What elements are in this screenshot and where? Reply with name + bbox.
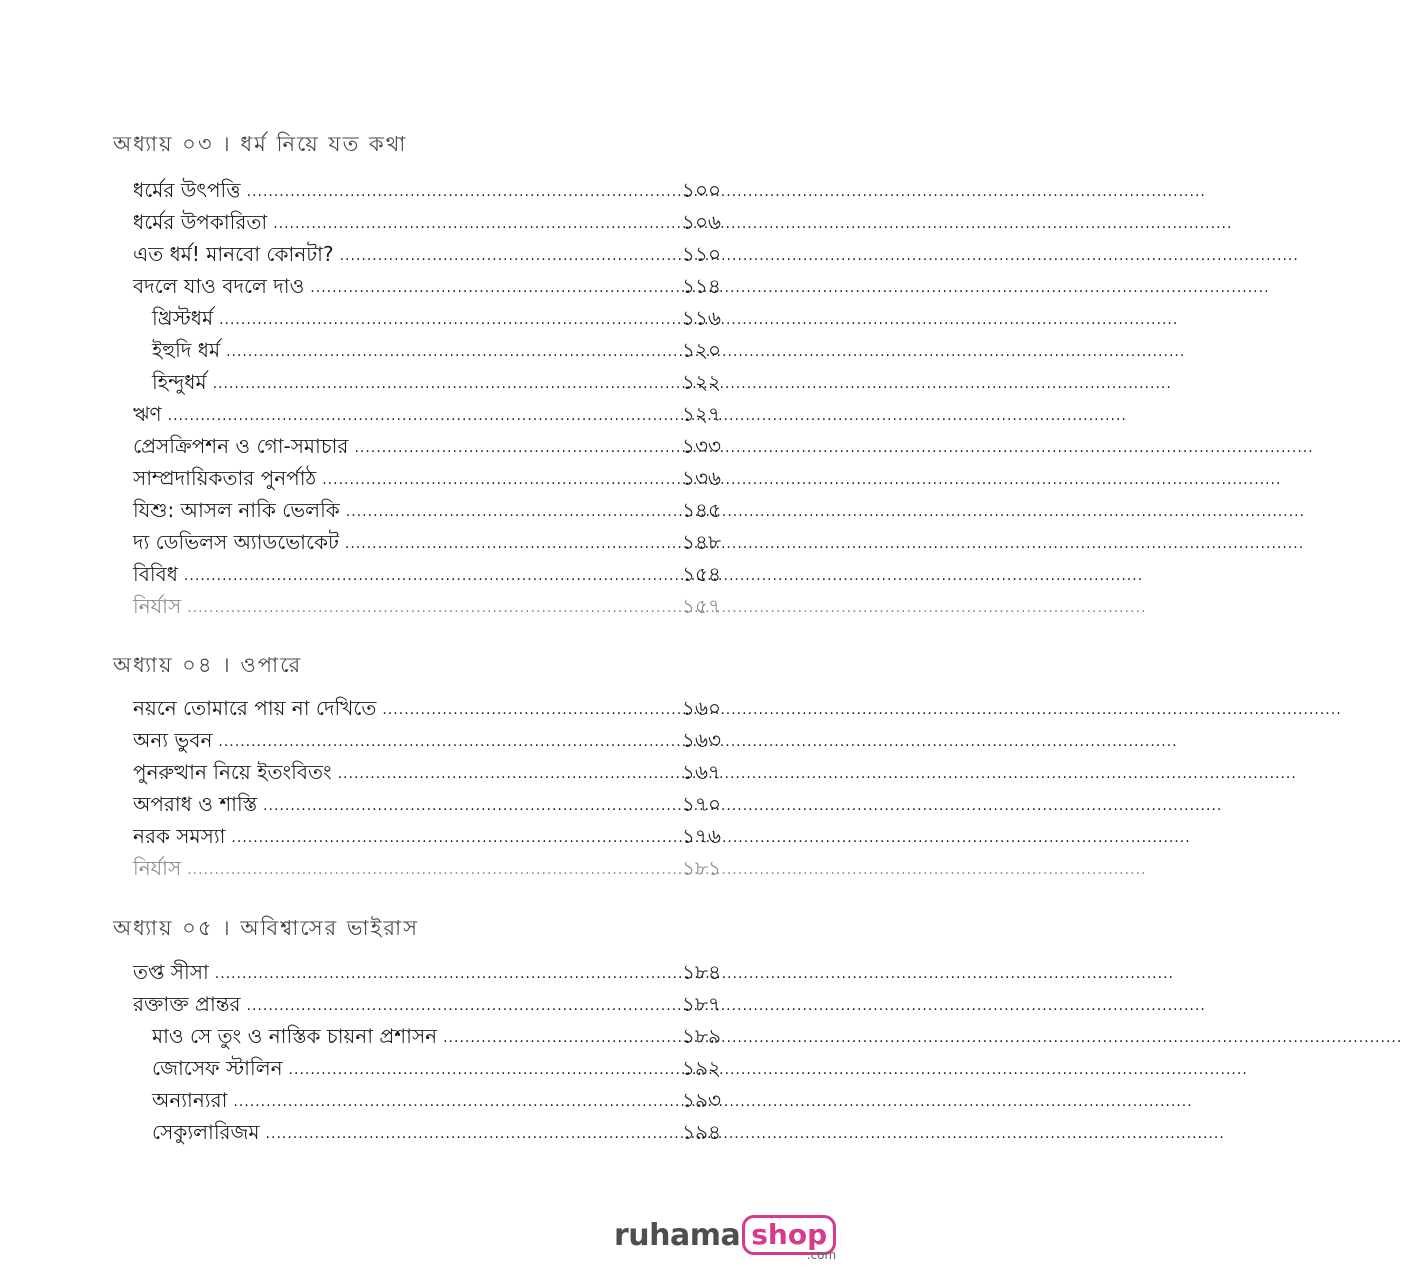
toc-subentry[interactable] (152, 1112, 721, 1144)
toc-entry-title: মাও সে তুং ও নাস্তিক চায়না প্রশাসন (152, 1024, 438, 1048)
toc-entry-page: ১৭৬ (682, 824, 721, 848)
toc-entry-page: ১৮৭ (682, 992, 721, 1016)
leader-dots (338, 764, 680, 784)
toc-entry-title: বদলে যাও বদলে দাও (133, 274, 305, 298)
leader-dots (266, 1124, 681, 1144)
toc-entry-page: ১২৭ (682, 402, 721, 426)
leader-dots (233, 1092, 680, 1112)
toc-entry-title: বিবিধ (133, 562, 178, 586)
toc-entry-title: প্রেসক্রিপশন ও গো-সমাচার (133, 434, 349, 458)
toc-subentry[interactable] (152, 298, 721, 330)
toc-entry[interactable] (133, 234, 721, 266)
toc-entry-title: যিশু: আসল নাকি ভেলকি (133, 498, 340, 522)
leader-dots (226, 342, 680, 362)
toc-entry-title: ধর্মের উৎপত্তি (133, 178, 241, 202)
toc-entry[interactable] (133, 202, 721, 234)
toc-entry-title: তপ্ত সীসা (133, 960, 209, 984)
leader-dots (289, 1060, 680, 1080)
toc-entry-page: ১৬৩ (682, 728, 721, 752)
toc-entry[interactable] (133, 752, 721, 784)
toc-entry-title: জোসেফ স্টালিন (152, 1056, 283, 1080)
toc-entry-page: ১৯৩ (682, 1088, 721, 1112)
leader-dots (346, 502, 680, 522)
toc-entry-title: নির্যাস (133, 594, 182, 618)
toc-entry-page: ১৮৪ (682, 960, 721, 984)
logo-domain: .com (806, 1248, 837, 1262)
leader-dots (345, 534, 680, 554)
toc-entry-page: ১০৬ (682, 210, 721, 234)
toc-entry-title: অপরাধ ও শাস্তি (133, 792, 258, 816)
toc-entry[interactable] (133, 458, 721, 490)
toc-subentry[interactable] (152, 1048, 721, 1080)
chapter-heading: অধ্যায় ০৫ । অবিশ্বাসের ভাইরাস (113, 916, 419, 940)
ruhama-shop-logo (614, 1210, 836, 1260)
toc-entry-title: এত ধর্ম! মানবো কোনটা? (133, 242, 334, 266)
toc-subentry[interactable] (152, 362, 721, 394)
toc-entry[interactable] (133, 394, 721, 426)
toc-entry[interactable] (133, 554, 721, 586)
toc-entry-title: নির্যাস (133, 856, 182, 880)
toc-entry-page: ১৫৪ (682, 562, 721, 586)
toc-entry-page: ১২২ (682, 370, 721, 394)
toc-entry[interactable] (133, 688, 721, 720)
toc-entry-page: ১৮১ (682, 856, 721, 880)
toc-entry-page: ১৬০ (682, 696, 721, 720)
leader-dots (187, 860, 680, 880)
toc-entry-title: নরক সমস্যা (133, 824, 226, 848)
toc-entry-summary[interactable] (133, 586, 721, 618)
toc-entry-page: ১১০ (682, 242, 721, 266)
toc-entry-page: ১৬৭ (682, 760, 721, 784)
leader-dots (187, 598, 680, 618)
toc-entry-title: অন্য ভুবন (133, 728, 213, 752)
leader-dots (322, 470, 680, 490)
toc-entry-page: ১৯২ (682, 1056, 721, 1080)
toc-entry[interactable] (133, 784, 721, 816)
toc-entry-title: সাম্প্রদায়িকতার পুনর্পাঠ (133, 466, 317, 490)
leader-dots (184, 566, 680, 586)
toc-entry-page: ১৩৩ (682, 434, 721, 458)
leader-dots (231, 828, 680, 848)
leader-dots (443, 1028, 680, 1048)
toc-entry-title: পুনরুত্থান নিয়ে ইতংবিতং (133, 760, 332, 784)
toc-entry-title: অন্যান্যরা (152, 1088, 228, 1112)
toc-subentry[interactable] (152, 330, 721, 362)
toc-entry-title: সেক্যুলারিজম (152, 1120, 260, 1144)
toc-entry-page: ১৩৬ (682, 466, 721, 490)
toc-entry-title: খ্রিস্টধর্ম (152, 306, 214, 330)
toc-entry[interactable] (133, 952, 721, 984)
leader-dots (247, 996, 681, 1016)
leader-dots (354, 438, 680, 458)
toc-entry-summary[interactable] (133, 848, 721, 880)
leader-dots (247, 182, 680, 202)
leader-dots (382, 700, 680, 720)
toc-entry-page: ১৫৭ (682, 594, 721, 618)
toc-entry-title: ধর্মের উপকারিতা (133, 210, 268, 234)
toc-entry-page: ১৮৯ (682, 1024, 721, 1048)
toc-entry-page: ১০০ (682, 178, 721, 202)
toc-entry-title: নয়নে তোমারে পায় না দেখিতে (133, 696, 377, 720)
chapter-heading: অধ্যায় ০৩ । ধর্ম নিয়ে যত কথা (113, 132, 408, 156)
toc-entry-page: ১৪৫ (682, 498, 721, 522)
leader-dots (219, 310, 680, 330)
toc-entry[interactable] (133, 490, 721, 522)
toc-entry[interactable] (133, 426, 721, 458)
logo-wordmark: ruhama (614, 1217, 741, 1253)
leader-dots (168, 406, 680, 426)
leader-dots (215, 964, 680, 984)
toc-subentry[interactable] (152, 1016, 721, 1048)
leader-dots (218, 732, 680, 752)
toc-entry-title: রক্তাক্ত প্রান্তর (133, 992, 241, 1016)
toc-entry-page: ১৭০ (682, 792, 721, 816)
toc-entry-page: ১১৪ (682, 274, 721, 298)
toc-entry[interactable] (133, 816, 721, 848)
toc-entry-page: ১১৬ (682, 306, 721, 330)
logo-shop-badge: shop (742, 1215, 836, 1255)
toc-entry-title: দ্য ডেভিলস অ্যাডভোকেট (133, 530, 339, 554)
toc-entry[interactable] (133, 170, 721, 202)
toc-entry-title: ইহুদি ধর্ম (152, 338, 221, 362)
toc-entry-page: ১২০ (682, 338, 721, 362)
toc-entry-page: ১৯৪ (682, 1120, 721, 1144)
toc-entry-title: ঋণ (133, 402, 162, 426)
toc-entry-page: ১৪৮ (682, 530, 721, 554)
toc-entry[interactable] (133, 984, 721, 1016)
toc-entry-title: হিন্দুধর্ম (152, 370, 207, 394)
leader-dots (273, 214, 680, 234)
leader-dots (340, 246, 680, 266)
leader-dots (310, 278, 680, 298)
toc-subentry[interactable] (152, 1080, 721, 1112)
chapter-heading: অধ্যায় ০৪ । ওপারে (113, 653, 303, 677)
toc-entry[interactable] (133, 522, 721, 554)
leader-dots (263, 796, 680, 816)
toc-entry[interactable] (133, 266, 721, 298)
leader-dots (213, 374, 680, 394)
toc-entry[interactable] (133, 720, 721, 752)
